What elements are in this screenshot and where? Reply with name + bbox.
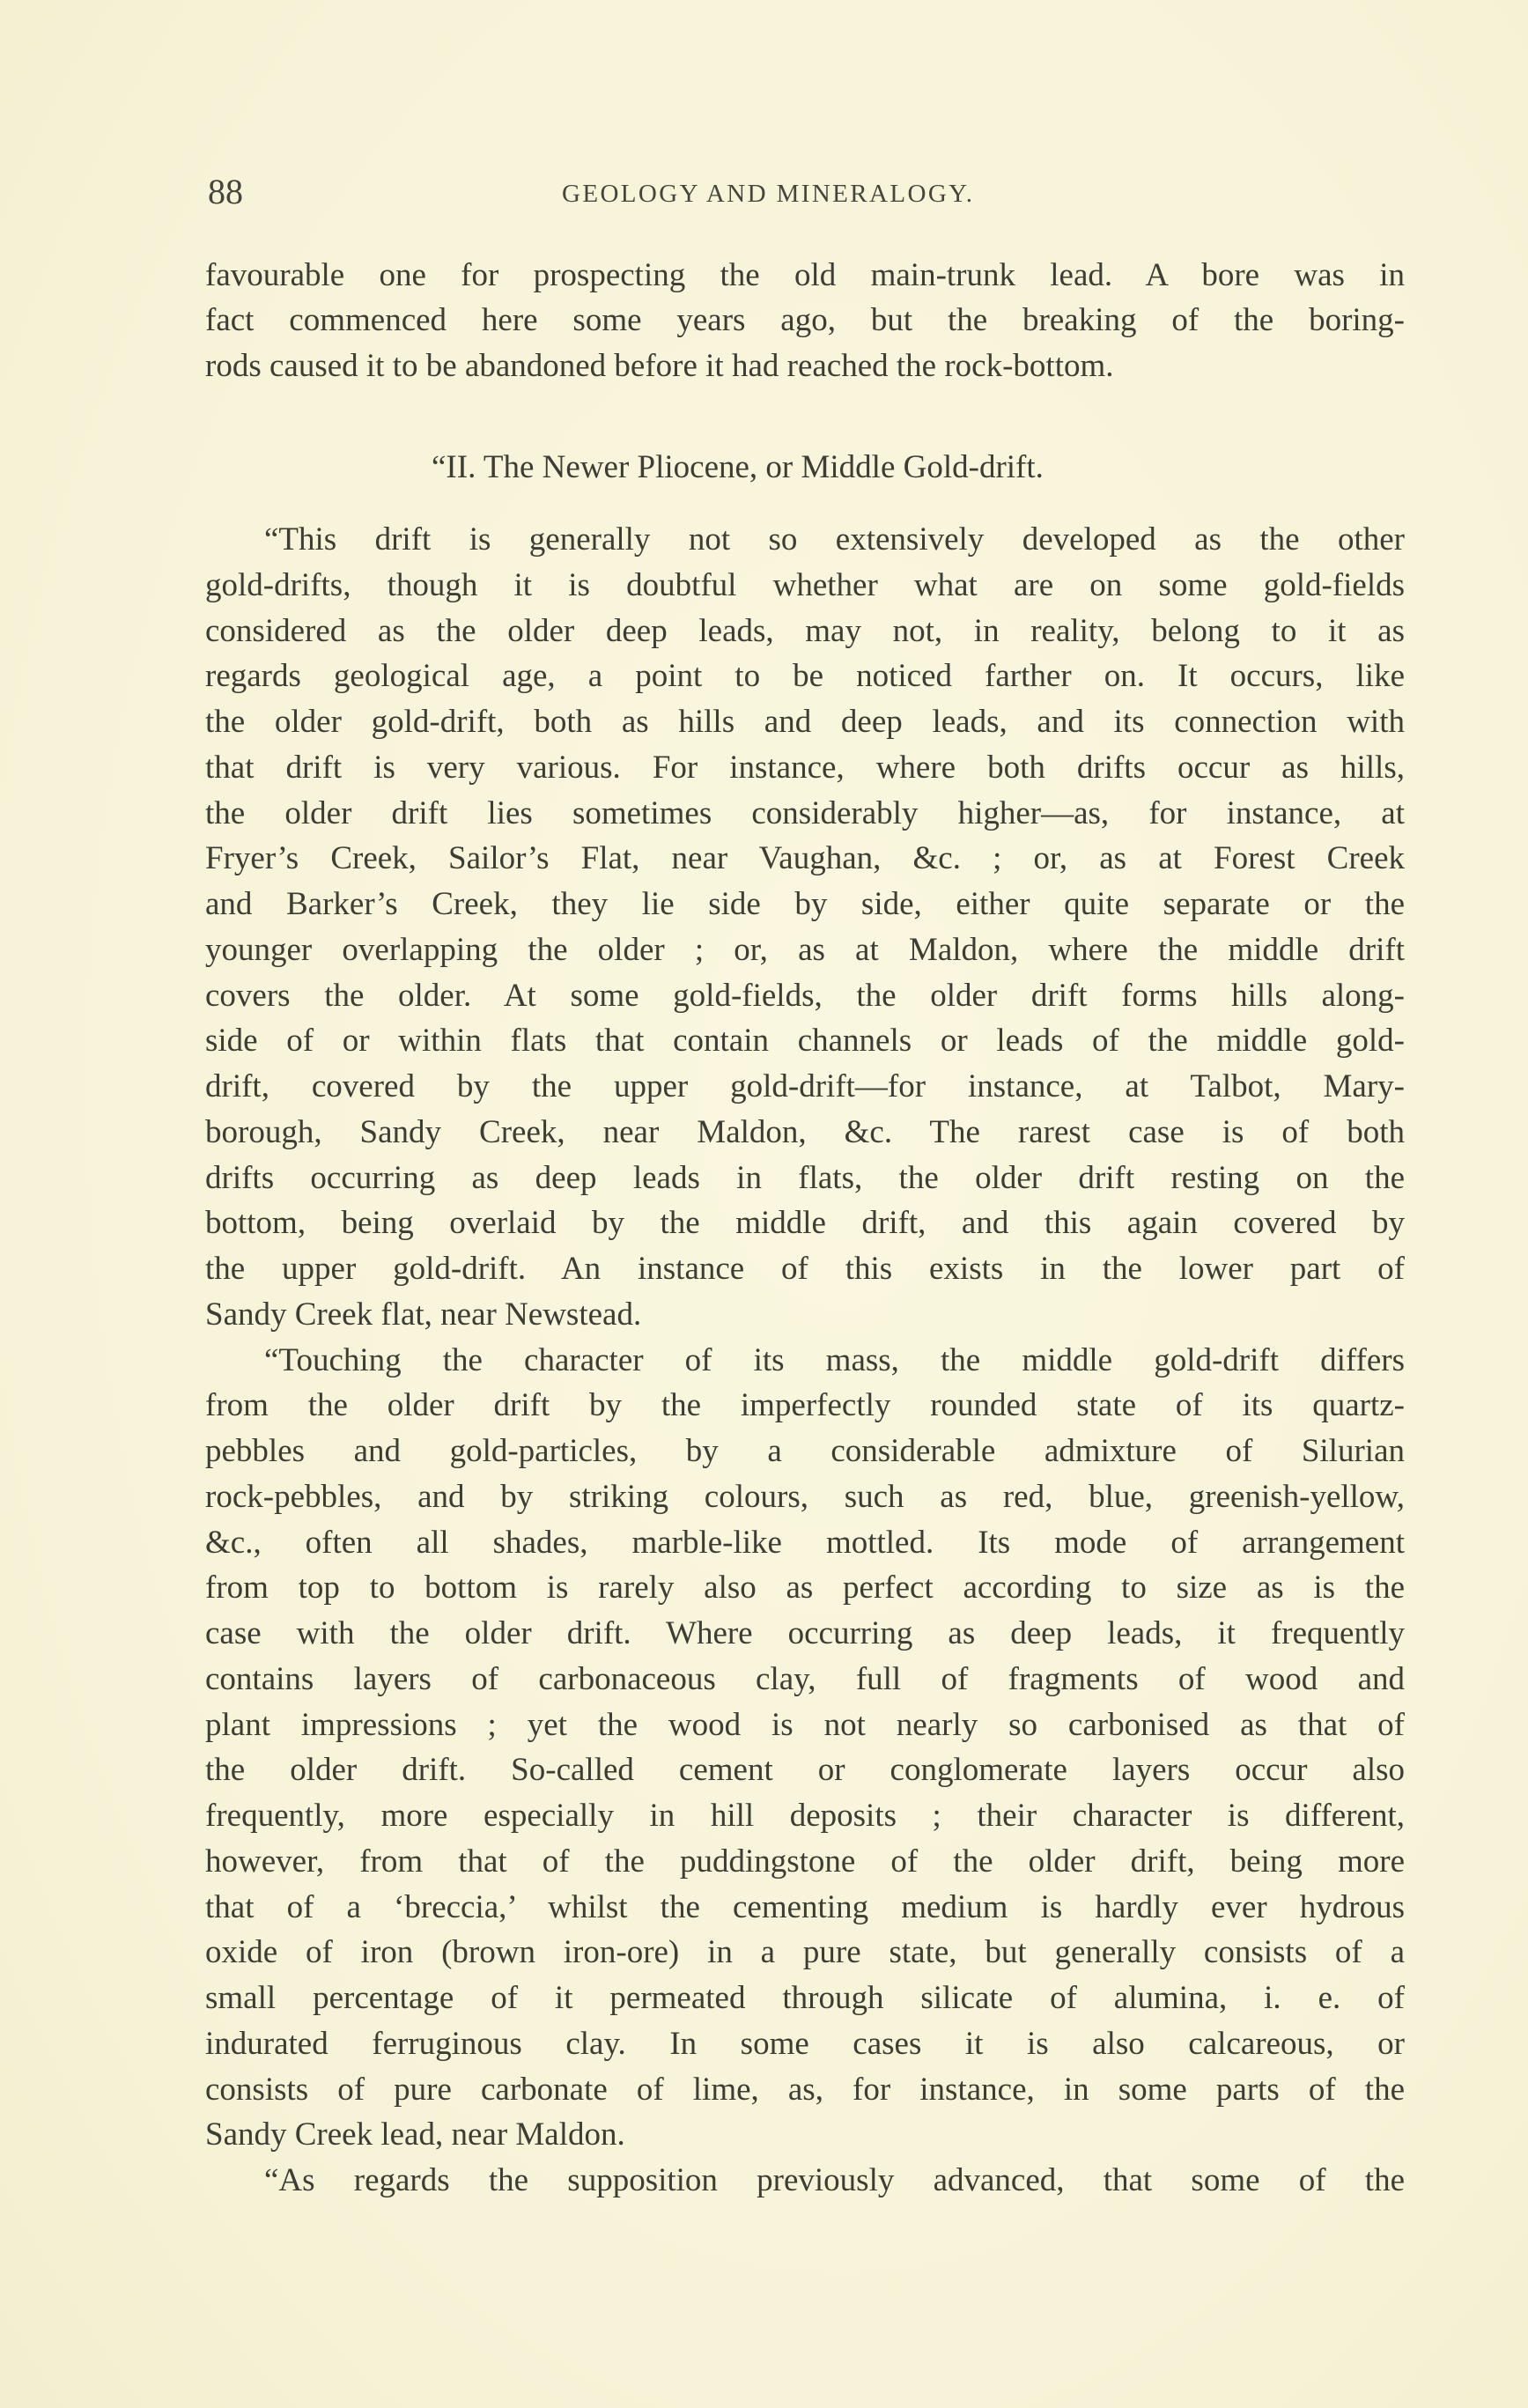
text-line: drift, covered by the upper gold-drift—for instance, at Talbot, Mary- xyxy=(205,1068,1405,1104)
text-line: regards geological age, a point to be noticed farther on. It occurs, like xyxy=(205,658,1405,694)
text-line: small percentage of it permeated through silicate of alumina, i. e. of xyxy=(205,1980,1405,2016)
section-heading: “II. The Newer Pliocene, or Middle Gold-drift. xyxy=(432,449,1044,485)
text-line: side of or within flats that contain channels or leads of the middle gold- xyxy=(205,1023,1405,1059)
text-line: indurated ferruginous clay. In some cases it is also calcareous, or xyxy=(205,2026,1405,2062)
text-line: from top to bottom is rarely also as perfect according to size as is the xyxy=(205,1570,1405,1606)
text-line: Sandy Creek flat, near Newstead. xyxy=(205,1296,642,1333)
text-line: “Touching the character of its mass, the middle gold-drift differs xyxy=(264,1342,1405,1378)
text-line: oxide of iron (brown iron-ore) in a pure state, but generally consists of a xyxy=(205,1934,1405,1970)
text-line: “This drift is generally not so extensively developed as the other xyxy=(264,521,1405,558)
text-line: Sandy Creek lead, near Maldon. xyxy=(205,2116,625,2153)
text-line: fact commenced here some years ago, but the breaking of the boring- xyxy=(205,302,1405,338)
running-title: GEOLOGY AND MINERALOGY. xyxy=(562,180,975,208)
text-line: consists of pure carbonate of lime, as, for instance, in some parts of the xyxy=(205,2072,1405,2108)
text-line: that drift is very various. For instance, where both drifts occur as hills, xyxy=(205,750,1405,786)
text-line: that of a ‘breccia,’ whilst the cementing medium is hardly ever hydrous xyxy=(205,1889,1405,1925)
text-line: the older drift lies sometimes considerably higher—as, for instance, at xyxy=(205,795,1405,831)
text-line: the older gold-drift, both as hills and deep leads, and its connection with xyxy=(205,704,1405,740)
text-line: bottom, being overlaid by the middle drift, and this again covered by xyxy=(205,1205,1405,1241)
page-number: 88 xyxy=(208,172,243,211)
text-line: drifts occurring as deep leads in flats, the older drift resting on the xyxy=(205,1160,1405,1196)
text-line: the older drift. So-called cement or conglomerate layers occur also xyxy=(205,1752,1405,1788)
text-line: however, from that of the puddingstone of the older drift, being more xyxy=(205,1843,1405,1880)
text-line: covers the older. At some gold-fields, the older drift forms hills along- xyxy=(205,978,1405,1014)
text-line: younger overlapping the older ; or, as at Maldon, where the middle drift xyxy=(205,932,1405,968)
text-line: rods caused it to be abandoned before it had reached the rock-bottom. xyxy=(205,348,1114,384)
text-line: borough, Sandy Creek, near Maldon, &c. The rarest case is of both xyxy=(205,1114,1405,1150)
text-line: Fryer’s Creek, Sailor’s Flat, near Vaughan, &c. ; or, as at Forest Creek xyxy=(205,840,1405,876)
text-line: rock-pebbles, and by striking colours, such as red, blue, greenish-yellow, xyxy=(205,1479,1405,1515)
text-line: case with the older drift. Where occurring as deep leads, it frequently xyxy=(205,1615,1405,1651)
text-line: contains layers of carbonaceous clay, full of fragments of wood and xyxy=(205,1661,1405,1697)
text-line: pebbles and gold-particles, by a considerable admixture of Silurian xyxy=(205,1433,1405,1469)
text-line: considered as the older deep leads, may not, in reality, belong to it as xyxy=(205,613,1405,649)
text-line: the upper gold-drift. An instance of this exists in the lower part of xyxy=(205,1251,1405,1287)
text-line: gold-drifts, though it is doubtful whether what are on some gold-fields xyxy=(205,567,1405,603)
text-line: from the older drift by the imperfectly rounded state of its quartz- xyxy=(205,1387,1405,1423)
text-line: &c., often all shades, marble-like mottled. Its mode of arrangement xyxy=(205,1525,1405,1561)
text-line: frequently, more especially in hill deposits ; their character is different, xyxy=(205,1798,1405,1834)
text-line: and Barker’s Creek, they lie side by side, either quite separate or the xyxy=(205,886,1405,922)
text-line: “As regards the supposition previously advanced, that some of the xyxy=(264,2162,1405,2198)
text-line: plant impressions ; yet the wood is not nearly so carbonised as that of xyxy=(205,1707,1405,1743)
running-head xyxy=(208,173,1406,211)
text-line: favourable one for prospecting the old main-trunk lead. A bore was in xyxy=(205,257,1405,293)
